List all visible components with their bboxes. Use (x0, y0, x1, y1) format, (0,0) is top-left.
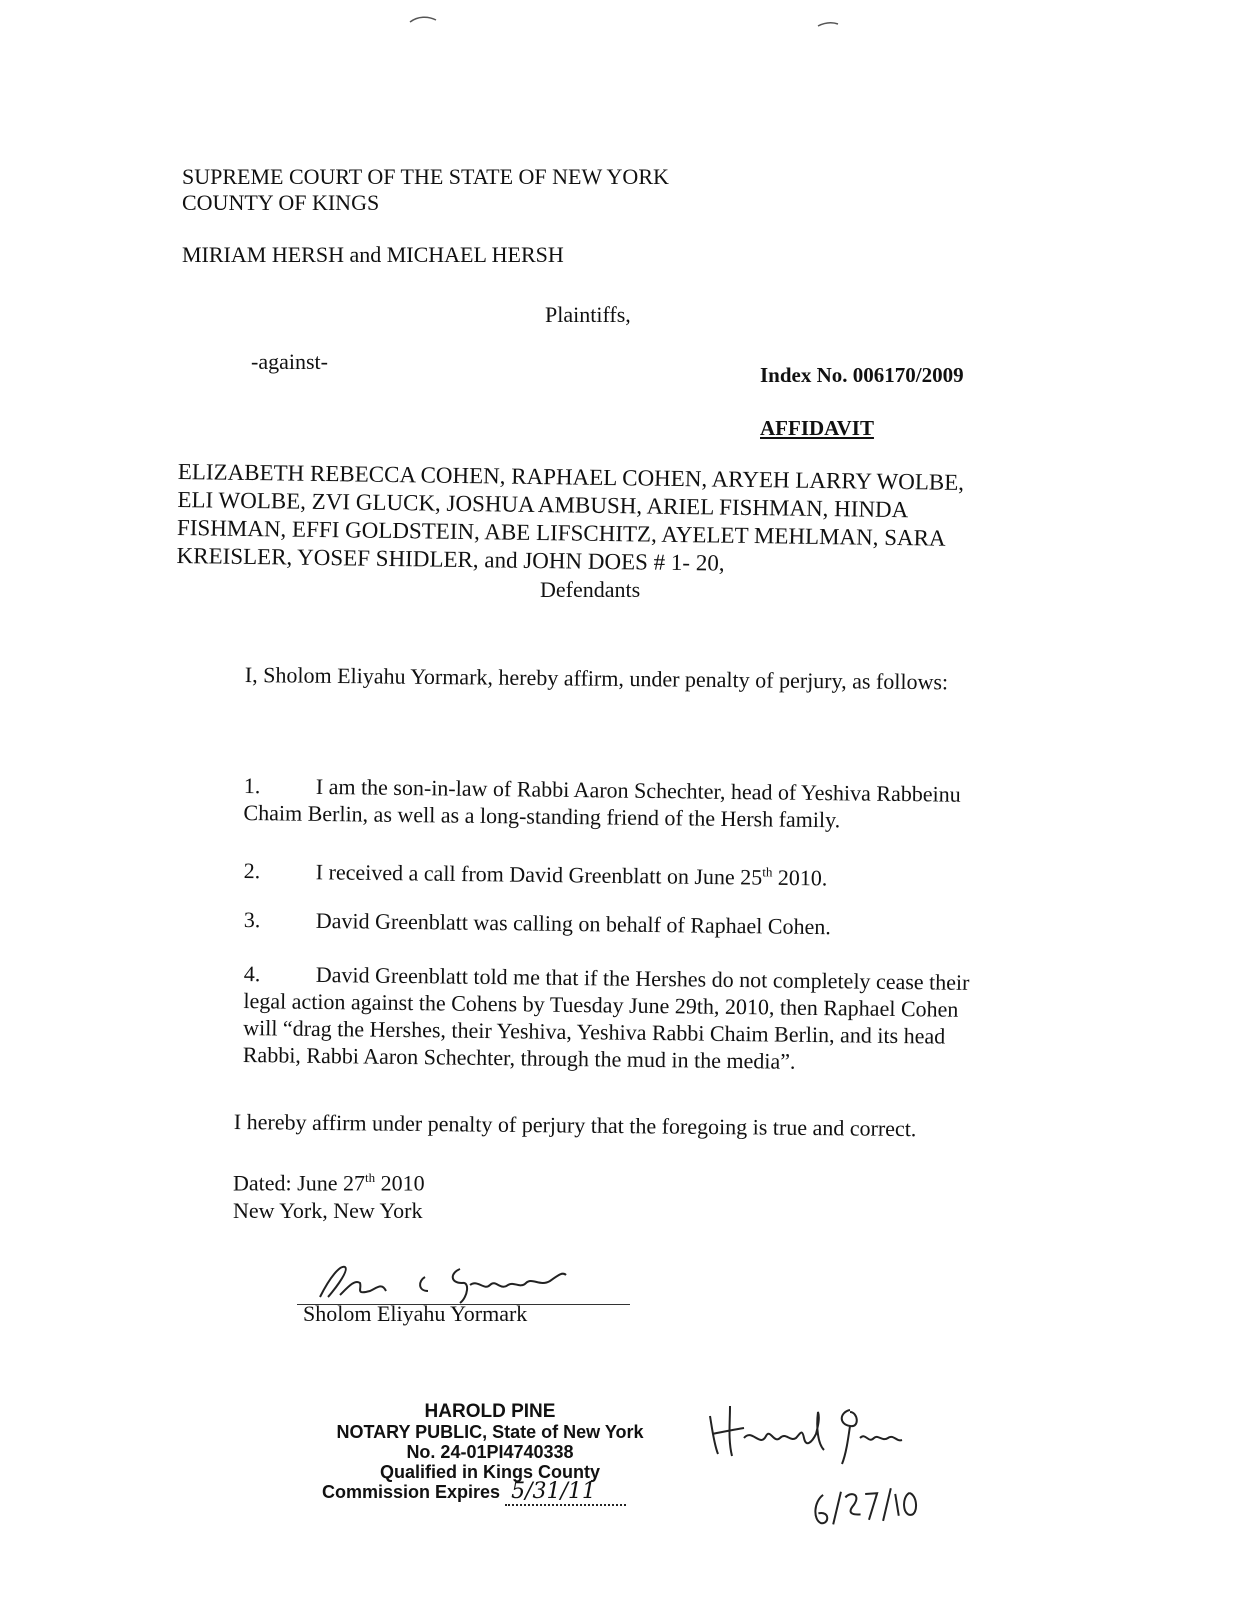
paragraph-3 (244, 906, 1034, 943)
against-label: -against- (251, 349, 328, 374)
paragraph-number: 4. (243, 960, 261, 987)
superscript: th (762, 864, 773, 880)
plaintiff-names: MIRIAM HERSH and MICHAEL HERSH (182, 242, 564, 267)
notary-handwritten-date (805, 1482, 927, 1530)
defendant-line: ELIZABETH REBECCA COHEN, RAPHAEL COHEN, ARYEH LARRY WOLBE, (177, 458, 965, 495)
paragraph-text: Chaim Berlin, as well as a long-standing friend of the Hersh family. (243, 799, 841, 833)
paragraph-text: I am the son-in-law of Rabbi Aaron Schechter, head of Yeshiva Rabbeinu (315, 773, 961, 807)
dated-label: Dated: June 27 (233, 1170, 365, 1196)
notary-stamp (320, 1402, 660, 1502)
paragraph-text: David Greenblatt was calling on behalf of Raphael Cohen. (315, 907, 831, 940)
paragraph-number: 2. (243, 858, 261, 884)
defendant-line: ELI WOLBE, ZVI GLUCK, JOSHUA AMBUSH, ARIEL FISHMAN, HINDA (177, 486, 909, 523)
paragraph-text: I received a call from David Greenblatt on June 25 (315, 859, 763, 890)
scan-mark (408, 14, 438, 24)
dated-year: 2010 (375, 1170, 425, 1196)
date-block (233, 1164, 425, 1225)
court-caption (182, 165, 669, 217)
defendant-names (176, 458, 964, 581)
defendant-line: FISHMAN, EFFI GOLDSTEIN, ABE LIFSCHITZ, AYELET MEHLMAN, SARA (176, 514, 946, 551)
commission-expires-date: 5/31/11 (505, 1479, 626, 1506)
court-name: SUPREME COURT OF THE STATE OF NEW YORK (182, 164, 669, 189)
paragraph-number: 3. (243, 906, 261, 933)
paragraph-1 (243, 772, 1034, 836)
paragraph-text: David Greenblatt told me that if the Hershes do not completely cease their (315, 961, 970, 995)
signature-scribble (300, 1257, 600, 1307)
paragraph-2 (244, 852, 1034, 894)
superscript: th (364, 1170, 376, 1185)
intro-statement: I, Sholom Eliyahu Yormark, hereby affirm, under penalty of perjury, as follows: (244, 662, 949, 695)
paragraph-text: Rabbi, Rabbi Aaron Schechter, through the mud in the media”. (242, 1041, 796, 1074)
court-county: COUNTY OF KINGS (182, 190, 380, 215)
notary-handwritten-signature (700, 1398, 920, 1468)
paragraph-text: will “drag the Hershes, their Yeshiva, Yeshiva Rabbi Chaim Berlin, and its head (243, 1014, 946, 1049)
notary-county: Qualified in Kings County (380, 1462, 600, 1482)
dated-place: New York, New York (233, 1198, 423, 1224)
defendants-label: Defendants (540, 577, 641, 602)
paragraph-4 (243, 960, 1034, 1078)
notary-name: HAROLD PINE (424, 1401, 556, 1422)
paragraph-text: legal action against the Cohens by Tuesday June 29th, 2010, then Raphael Cohen (243, 987, 959, 1022)
plaintiffs-label: Plaintiffs, (545, 302, 631, 327)
signatory-name: Sholom Eliyahu Yormark (303, 1301, 528, 1326)
paragraph-number: 1. (243, 772, 261, 799)
notary-title: NOTARY PUBLIC, State of New York (336, 1422, 644, 1442)
document-title: AFFIDAVIT (760, 416, 874, 440)
paragraph-text: 2010. (772, 864, 828, 891)
defendant-line: KREISLER, YOSEF SHIDLER, and JOHN DOES # 1- 20, (176, 542, 725, 576)
scan-mark (816, 20, 840, 30)
index-number: Index No. 006170/2009 (760, 363, 964, 387)
affirmation-statement: I hereby affirm under penalty of perjury that the foregoing is true and correct. (233, 1109, 917, 1142)
commission-expires-label: Commission Expires (322, 1482, 501, 1502)
notary-number: No. 24-01PI4740338 (406, 1442, 574, 1462)
